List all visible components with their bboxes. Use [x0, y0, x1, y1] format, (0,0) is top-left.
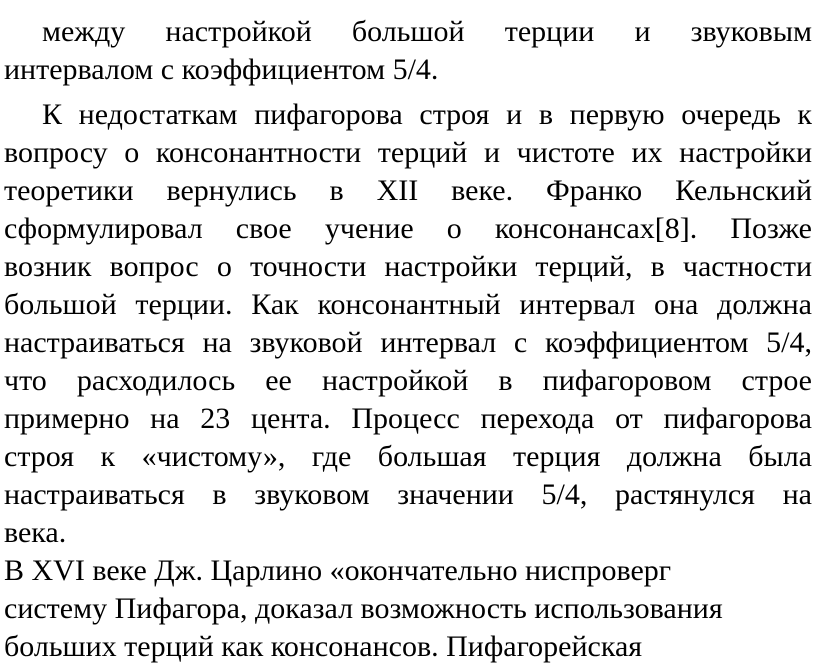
text-line: теоретики вернулись в XII веке. Франко Кельнский [4, 174, 812, 207]
text-line: интервалом с коэффициентом 5/4. [4, 53, 439, 86]
text-line: К недостаткам пифагорова строя и в первую очередь к [42, 98, 812, 131]
text-line: систему Пифагора, доказал возможность использования [4, 592, 723, 625]
text-line: настраиваться в звуковом значении 5/4, растянулся на [4, 478, 812, 511]
text-line: вопросу о консонантности терций и чистоте их настройки [4, 136, 812, 169]
text-line: что расходилось ее настройкой в пифагоровом строе [4, 364, 812, 397]
text-line: сформулировал свое учение о консонансах[8]. Позже [4, 212, 812, 245]
text-line: больших терций как консонансов. Пифагорейская [4, 630, 643, 663]
text-line: большой терции. Как консонантный интервал она должна [4, 288, 812, 321]
text-line: между настройкой большой терции и звуковым [42, 15, 812, 48]
text-line: возник вопрос о точности настройки терций, в частности [4, 250, 812, 283]
text-line: примерно на 23 цента. Процесс перехода от пифагорова [4, 402, 812, 435]
text-line: настраиваться на звуковой интервал с коэффициентом 5/4, [4, 326, 812, 359]
text-line: строя к «чистому», где большая терция должна была [4, 440, 812, 473]
text-line: В XVI веке Дж. Царлино «окончательно ниспроверг [4, 554, 672, 587]
text-line: века. [4, 516, 67, 549]
